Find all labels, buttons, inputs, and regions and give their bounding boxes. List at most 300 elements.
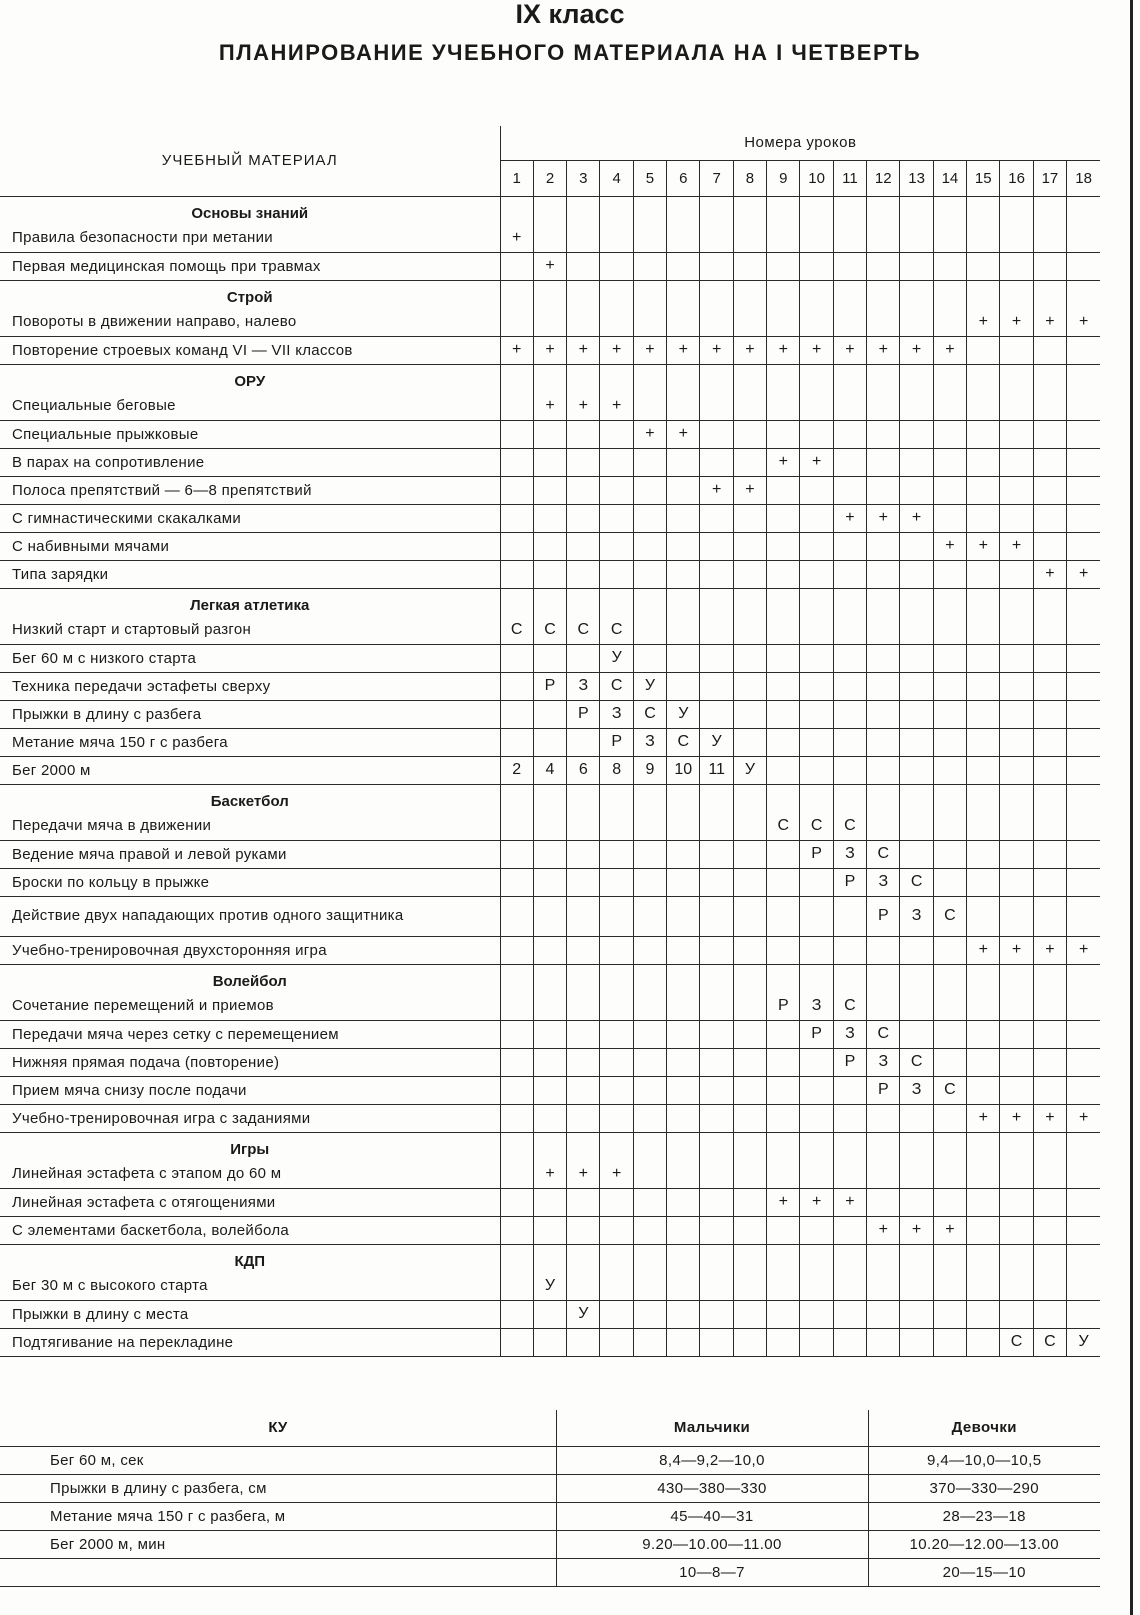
lesson-cell <box>800 868 833 896</box>
lesson-cell <box>800 896 833 936</box>
section-row <box>0 280 1100 308</box>
lesson-cell <box>600 1272 633 1300</box>
grid-cell <box>1033 784 1066 812</box>
lesson-cell <box>533 1188 566 1216</box>
lesson-cell <box>967 672 1000 700</box>
ku-girls-value: 28—23—18 <box>868 1502 1100 1530</box>
lesson-cell <box>700 308 733 336</box>
grid-cell <box>833 588 866 616</box>
lesson-cell <box>500 1104 533 1132</box>
grid-cell <box>800 588 833 616</box>
lesson-cell: + <box>1067 308 1101 336</box>
grid-cell <box>867 196 900 224</box>
lesson-cell <box>900 560 933 588</box>
lesson-cell: + <box>900 336 933 364</box>
lesson-cell: + <box>600 1160 633 1188</box>
lesson-cell: + <box>900 504 933 532</box>
grid-cell <box>967 588 1000 616</box>
lesson-cell <box>567 1188 600 1216</box>
lesson-cell: + <box>867 1216 900 1244</box>
lesson-cell <box>967 700 1000 728</box>
lesson-cell <box>667 936 700 964</box>
lesson-cell <box>933 936 966 964</box>
lesson-cell <box>567 476 600 504</box>
material-label: Метание мяча 150 г с разбега <box>0 728 500 756</box>
lesson-cell <box>567 224 600 252</box>
grid-cell <box>1000 588 1033 616</box>
lesson-cell <box>500 448 533 476</box>
lesson-cell <box>1033 1216 1066 1244</box>
lesson-cell: 2 <box>500 756 533 784</box>
grid-cell <box>633 1244 666 1272</box>
lesson-cell <box>967 896 1000 936</box>
material-row <box>0 1104 1100 1132</box>
grid-cell <box>533 1244 566 1272</box>
lesson-cell <box>567 1076 600 1104</box>
lesson-cell <box>633 1188 666 1216</box>
lesson-cell <box>733 392 766 420</box>
lesson-cell: Р <box>767 992 800 1020</box>
lesson-cell <box>967 616 1000 644</box>
grid-cell <box>967 784 1000 812</box>
grid-cell <box>600 1244 633 1272</box>
lesson-cell <box>833 1216 866 1244</box>
lesson-cell <box>1000 420 1033 448</box>
lesson-cell: + <box>733 336 766 364</box>
lesson-cell <box>1033 1076 1066 1104</box>
ku-girls-header: Девочки <box>868 1410 1100 1446</box>
lesson-number: 15 <box>967 160 1000 196</box>
lesson-cell <box>800 224 833 252</box>
lesson-cell <box>800 936 833 964</box>
lesson-cell <box>967 1216 1000 1244</box>
lesson-cell <box>900 1160 933 1188</box>
grid-cell <box>1067 1244 1101 1272</box>
lesson-cell: С <box>933 896 966 936</box>
grid-cell <box>900 784 933 812</box>
lesson-cell <box>933 1048 966 1076</box>
lesson-cell: З <box>633 728 666 756</box>
lesson-cell <box>767 420 800 448</box>
lesson-cell <box>1033 532 1066 560</box>
material-row <box>0 672 1100 700</box>
lesson-cell: + <box>833 1188 866 1216</box>
material-label: Передачи мяча через сетку с перемещением <box>0 1020 500 1048</box>
lesson-cell <box>633 392 666 420</box>
grid-cell <box>1033 588 1066 616</box>
lesson-cell <box>833 1272 866 1300</box>
material-row <box>0 812 1100 840</box>
grid-cell <box>700 1132 733 1160</box>
grid-cell <box>900 280 933 308</box>
lesson-cell <box>500 1160 533 1188</box>
lesson-cell <box>567 560 600 588</box>
lesson-cell <box>600 1328 633 1356</box>
lesson-cell <box>667 1216 700 1244</box>
lesson-cell <box>700 896 733 936</box>
grid-cell <box>1000 964 1033 992</box>
lesson-cell: + <box>1067 1104 1101 1132</box>
section-title: Игры <box>230 1140 270 1158</box>
lesson-cell <box>600 504 633 532</box>
material-row <box>0 560 1100 588</box>
lesson-cell <box>667 532 700 560</box>
material-row <box>0 476 1100 504</box>
material-row <box>0 1216 1100 1244</box>
grid-cell <box>967 280 1000 308</box>
lesson-cell <box>900 448 933 476</box>
lesson-cell <box>1033 644 1066 672</box>
lesson-cell <box>1033 1020 1066 1048</box>
lesson-cell <box>933 1188 966 1216</box>
material-label: Прием мяча снизу после подачи <box>0 1076 500 1104</box>
grid-cell <box>933 1132 966 1160</box>
lesson-cell <box>767 896 800 936</box>
lesson-cell <box>967 812 1000 840</box>
lesson-cell <box>633 616 666 644</box>
grid-cell <box>1033 964 1066 992</box>
lesson-cell <box>1067 1188 1101 1216</box>
lesson-cell <box>700 992 733 1020</box>
lesson-cell <box>733 1104 766 1132</box>
lesson-cell <box>667 1020 700 1048</box>
lesson-cell <box>867 252 900 280</box>
lesson-cell <box>900 616 933 644</box>
lesson-cell: 11 <box>700 756 733 784</box>
lesson-cell: + <box>933 336 966 364</box>
lesson-cell <box>967 420 1000 448</box>
grid-cell <box>733 280 766 308</box>
grid-cell <box>767 196 800 224</box>
grid-cell <box>933 364 966 392</box>
lesson-cell <box>600 812 633 840</box>
grid-cell <box>500 364 533 392</box>
lesson-cell <box>567 936 600 964</box>
grid-cell <box>500 280 533 308</box>
material-label: Типа зарядки <box>0 560 500 588</box>
lesson-cell <box>700 840 733 868</box>
lesson-cell <box>733 532 766 560</box>
lesson-cell <box>633 896 666 936</box>
lesson-cell <box>533 224 566 252</box>
lesson-cell: Р <box>567 700 600 728</box>
lesson-cell <box>500 1020 533 1048</box>
grid-cell <box>967 364 1000 392</box>
lesson-cell <box>967 252 1000 280</box>
lesson-cell <box>533 1104 566 1132</box>
grid-cell <box>867 1244 900 1272</box>
lesson-cell <box>867 1272 900 1300</box>
section-title: ОРУ <box>234 372 266 390</box>
lesson-cell <box>800 532 833 560</box>
material-label: Бег 60 м с низкого старта <box>0 644 500 672</box>
lesson-cell <box>967 448 1000 476</box>
lesson-cell: З <box>800 992 833 1020</box>
lesson-cell <box>867 992 900 1020</box>
lesson-cell <box>1033 1300 1066 1328</box>
lesson-cell <box>500 1076 533 1104</box>
material-label: Передачи мяча в движении <box>0 812 500 840</box>
material-label: Бег 2000 м <box>0 756 500 784</box>
lesson-cell <box>500 896 533 936</box>
lesson-cell <box>767 756 800 784</box>
lesson-cell <box>967 728 1000 756</box>
lesson-cell <box>967 224 1000 252</box>
grid-cell <box>533 964 566 992</box>
lesson-cell: + <box>967 308 1000 336</box>
lesson-cell: + <box>767 336 800 364</box>
lesson-cell <box>733 700 766 728</box>
lesson-cell <box>1067 868 1101 896</box>
lesson-cell <box>667 616 700 644</box>
lesson-cell: У <box>700 728 733 756</box>
lesson-cell <box>500 1188 533 1216</box>
grid-cell <box>767 588 800 616</box>
grid-cell <box>633 364 666 392</box>
lesson-cell: + <box>567 336 600 364</box>
lesson-cell <box>700 616 733 644</box>
lesson-cell: + <box>1033 308 1066 336</box>
lesson-cell <box>867 392 900 420</box>
lesson-cell <box>533 992 566 1020</box>
lesson-cell <box>833 672 866 700</box>
lesson-cell: Р <box>533 672 566 700</box>
lesson-cell <box>700 392 733 420</box>
lesson-cell <box>1033 420 1066 448</box>
material-row <box>0 1048 1100 1076</box>
grid-cell <box>800 364 833 392</box>
lesson-cell <box>933 560 966 588</box>
material-header: УЧЕБНЫЙ МАТЕРИАЛ <box>0 126 500 196</box>
lesson-cell <box>733 252 766 280</box>
lesson-cell <box>500 308 533 336</box>
lesson-cell <box>800 616 833 644</box>
lesson-cell <box>1000 840 1033 868</box>
lesson-cell <box>700 1160 733 1188</box>
lesson-cell <box>1067 1300 1101 1328</box>
lesson-cell <box>1000 896 1033 936</box>
lesson-cell <box>500 504 533 532</box>
lesson-cell <box>1033 868 1066 896</box>
lesson-cell <box>967 1048 1000 1076</box>
lesson-cell: + <box>633 336 666 364</box>
grid-cell <box>900 1132 933 1160</box>
lesson-cell <box>667 840 700 868</box>
grid-cell <box>600 964 633 992</box>
grid-cell <box>600 1132 633 1160</box>
section-row <box>0 588 1100 616</box>
lesson-cell: + <box>1067 936 1101 964</box>
material-row <box>0 420 1100 448</box>
lesson-cell <box>733 840 766 868</box>
lesson-number: 12 <box>867 160 900 196</box>
material-label: С набивными мячами <box>0 532 500 560</box>
grid-cell <box>933 1244 966 1272</box>
lesson-cell <box>800 1104 833 1132</box>
lesson-cell: + <box>733 476 766 504</box>
lesson-cell: Р <box>833 868 866 896</box>
lesson-number: 3 <box>567 160 600 196</box>
grid-cell <box>567 196 600 224</box>
material-label: Прыжки в длину с разбега <box>0 700 500 728</box>
lesson-cell <box>767 504 800 532</box>
grid-cell <box>500 1132 533 1160</box>
lesson-cell <box>500 840 533 868</box>
grid-cell <box>533 1132 566 1160</box>
lesson-cell: + <box>1000 308 1033 336</box>
lesson-cell <box>867 532 900 560</box>
material-label: Линейная эстафета с отягощениями <box>0 1188 500 1216</box>
lesson-cell <box>667 308 700 336</box>
material-row <box>0 700 1100 728</box>
lesson-cell: + <box>667 420 700 448</box>
lesson-cell <box>800 728 833 756</box>
material-label: Учебно-тренировочная двухсторонняя игра <box>0 936 500 964</box>
grid-cell <box>767 280 800 308</box>
lesson-cell: + <box>533 392 566 420</box>
lesson-cell <box>1033 1272 1066 1300</box>
lesson-cell <box>867 1160 900 1188</box>
lesson-cell <box>633 308 666 336</box>
lesson-cell <box>967 840 1000 868</box>
material-row <box>0 336 1100 364</box>
ku-row <box>0 1558 1100 1586</box>
lesson-cell <box>700 504 733 532</box>
lesson-cell <box>733 1216 766 1244</box>
grid-cell <box>733 364 766 392</box>
lesson-cell <box>567 728 600 756</box>
material-label: Повороты в движении направо, налево <box>0 308 500 336</box>
lesson-cell: + <box>700 476 733 504</box>
lesson-cell <box>900 1188 933 1216</box>
lesson-cell <box>733 448 766 476</box>
grid-cell <box>833 784 866 812</box>
lesson-cell <box>900 1272 933 1300</box>
grid-cell <box>1067 196 1101 224</box>
grid-cell <box>1067 280 1101 308</box>
ku-boys-value: 430—380—330 <box>556 1474 868 1502</box>
lesson-cell <box>567 1272 600 1300</box>
lesson-cell <box>667 1272 700 1300</box>
lesson-cell <box>933 252 966 280</box>
lesson-cell <box>833 1104 866 1132</box>
lesson-cell: + <box>667 336 700 364</box>
lesson-cell <box>767 936 800 964</box>
material-label: С гимнастическими скакалками <box>0 504 500 532</box>
lesson-cell <box>1000 1020 1033 1048</box>
lesson-cell <box>967 992 1000 1020</box>
lesson-cell <box>933 840 966 868</box>
lesson-cell <box>767 1076 800 1104</box>
lesson-cell <box>533 420 566 448</box>
lesson-cell <box>933 756 966 784</box>
lesson-cell <box>933 812 966 840</box>
lesson-cell <box>967 504 1000 532</box>
lesson-cell <box>1000 1076 1033 1104</box>
lesson-cell <box>567 1216 600 1244</box>
lesson-cell <box>967 644 1000 672</box>
lesson-cell <box>767 1300 800 1328</box>
lesson-cell <box>600 1216 633 1244</box>
lesson-cell <box>633 532 666 560</box>
lesson-cell <box>1000 644 1033 672</box>
lesson-cell <box>700 1188 733 1216</box>
grid-cell <box>833 196 866 224</box>
lesson-cell <box>700 936 733 964</box>
lesson-cell <box>1000 1048 1033 1076</box>
lesson-cell <box>800 252 833 280</box>
lesson-cell <box>1067 224 1101 252</box>
grid-cell <box>733 588 766 616</box>
grid-cell <box>1033 1132 1066 1160</box>
material-label: Нижняя прямая подача (повторение) <box>0 1048 500 1076</box>
section-row <box>0 1132 1100 1160</box>
lesson-cell: + <box>1067 560 1101 588</box>
grid-cell <box>700 280 733 308</box>
ku-label: Бег 60 м, сек <box>0 1446 556 1474</box>
lesson-cell <box>1067 1272 1101 1300</box>
lesson-number: 10 <box>800 160 833 196</box>
lesson-cell: + <box>600 336 633 364</box>
lesson-cell <box>800 476 833 504</box>
lesson-cell <box>767 1216 800 1244</box>
lesson-cell: + <box>767 1188 800 1216</box>
lesson-cell <box>1033 336 1066 364</box>
grid-cell <box>1000 1244 1033 1272</box>
lesson-cell <box>767 224 800 252</box>
grid-cell <box>1033 364 1066 392</box>
lesson-cell <box>767 252 800 280</box>
lesson-cell <box>733 560 766 588</box>
ku-body <box>0 1446 1100 1586</box>
lesson-cell <box>667 1328 700 1356</box>
lesson-cell <box>567 896 600 936</box>
section-title: Основы знаний <box>191 204 309 222</box>
grid-cell <box>933 280 966 308</box>
lesson-cell <box>1033 700 1066 728</box>
material-row <box>0 1020 1100 1048</box>
lesson-cell <box>600 1188 633 1216</box>
lesson-cell <box>567 448 600 476</box>
lesson-cell <box>900 840 933 868</box>
lesson-cell <box>933 392 966 420</box>
grid-cell <box>1000 196 1033 224</box>
lesson-cell: + <box>533 1160 566 1188</box>
material-row <box>0 1300 1100 1328</box>
grid-cell <box>933 588 966 616</box>
lesson-cell <box>600 448 633 476</box>
lesson-cell: + <box>933 1216 966 1244</box>
lesson-cell <box>700 1020 733 1048</box>
lesson-cell <box>733 812 766 840</box>
lesson-cell <box>667 224 700 252</box>
lesson-cell <box>800 560 833 588</box>
lesson-cell <box>733 672 766 700</box>
lesson-cell: У <box>533 1272 566 1300</box>
ku-label <box>0 1558 556 1586</box>
lesson-cell <box>900 728 933 756</box>
grid-cell <box>967 964 1000 992</box>
lesson-cell <box>1033 616 1066 644</box>
lesson-cell: + <box>500 224 533 252</box>
lesson-cell <box>1000 476 1033 504</box>
section-row <box>0 784 1100 812</box>
lesson-cell <box>733 1076 766 1104</box>
lesson-cell <box>1033 1188 1066 1216</box>
lesson-number: 6 <box>667 160 700 196</box>
lesson-number: 4 <box>600 160 633 196</box>
lesson-cell <box>533 308 566 336</box>
